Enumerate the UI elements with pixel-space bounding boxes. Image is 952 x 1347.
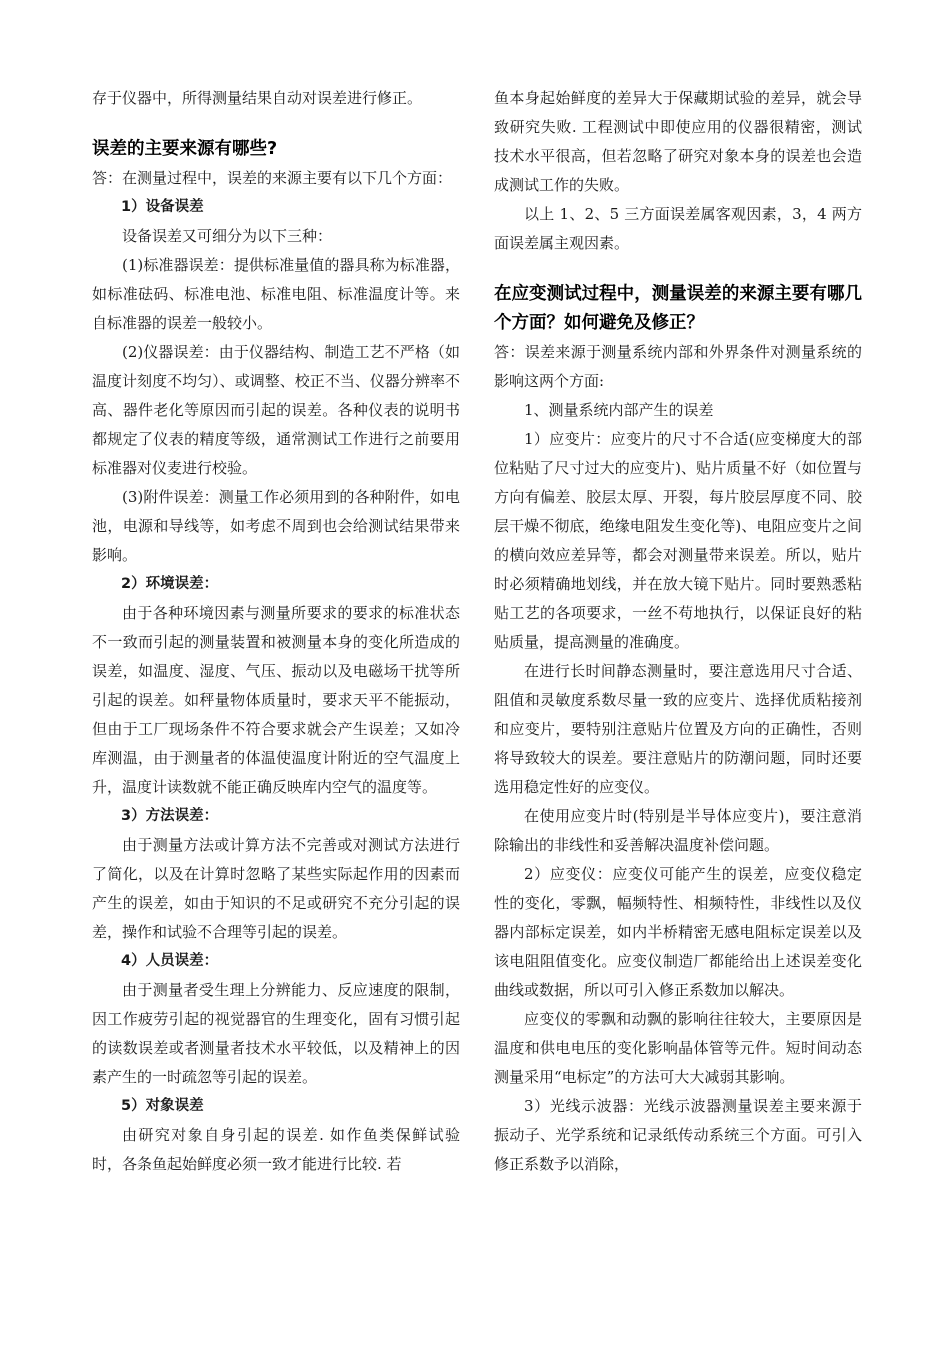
paragraph-continuation: 存于仪器中，所得测量结果自动对误差进行修正。	[92, 89, 423, 107]
heading-error-sources: 误差的主要来源有哪些?	[92, 139, 278, 159]
paragraph-person-error: 由于测量者受生理上分辨能力、反应速度的限制，因工作疲劳引起的视觉器官的生理变化，固有习惯引起的读数误差或者测量者技术水平较低，以及精神上的因素产生的一时疏忽等引起的误差。	[92, 981, 460, 1086]
paragraph-internal-errors: 1、测量系统内部产生的误差	[524, 401, 714, 419]
paragraph-drift: 应变仪的零飘和动飘的影响往往较大，主要原因是温度和供电电压的变化影响晶体管等元件。短时间动态测量采用“电标定”的方法可大大减弱其影响。	[494, 1010, 862, 1086]
subheading-device-error: 1）设备误差	[121, 199, 204, 215]
paragraph-answer-right: 答：误差来源于测量系统内部和外界条件对测量系统的影响这两个方面:	[494, 343, 862, 390]
left-column	[92, 84, 460, 1179]
paragraph-static-measurement: 在进行长时间静态测量时，要注意选用尺寸合适、阻值和灵敏度系数尽量一致的应变片、选择优质粘接剂和应变片，要特别注意贴片位置及方向的正确性，否则将导致较大的误差。要注意贴片的防潮问题，同时还要选用稳定性好的应变仪。	[494, 662, 862, 796]
paragraph-device-intro: 设备误差又可细分为以下三种：	[122, 227, 333, 245]
paragraph-object-error: 由研究对象自身引起的误差. 如作鱼类保鲜试验时，各条鱼起始鲜度必须一致才能进行比较. 若	[92, 1126, 460, 1173]
paragraph-continuation-right: 鱼本身起始鲜度的差异大于保藏期试验的差异，就会导致研究失败. 工程测试中即使应用的仪器很精密，测试技术水平很高，但若忽略了研究对象本身的误差也会造成测试工作的失败。	[494, 89, 862, 194]
right-column	[494, 84, 862, 1179]
subheading-environment-error: 2）环境误差：	[121, 576, 219, 592]
paragraph-oscilloscope: 3）光线示波器：光线示波器测量误差主要来源于振动子、光学系统和记录纸传动系统三个方面。可引入修正系数予以消除，	[494, 1097, 862, 1173]
subheading-person-error: 4）人员误差：	[121, 953, 219, 969]
paragraph-accessory-error: (3)附件误差：测量工作必须用到的各种附件，如电池，电源和导线等，如考虑不周到也会给测试结果带来影响。	[92, 488, 460, 564]
paragraph-instrument-error: (2)仪器误差：由于仪器结构、制造工艺不严格（如温度计刻度不均匀）、或调整、校正不当、仪器分辨率不高、器件老化等原因而引起的误差。各种仪表的说明书都规定了仪表的精度等级，通常测试工作进行之前要用标准器对仪麦进行校验。	[92, 343, 460, 477]
paragraph-method-error: 由于测量方法或计算方法不完善或对测试方法进行了简化，以及在计算时忽略了某些实际起作用的因素而产生的误差，如由于知识的不足或研究不充分引起的误差，操作和试验不合理等引起的误差。	[92, 836, 460, 941]
subheading-object-error: 5）对象误差	[121, 1098, 204, 1114]
paragraph-environment-error: 由于各种环境因素与测量所要求的要求的标准状态不一致而引起的测量装置和被测量本身的变化所造成的误差，如温度、湿度、气压、振动以及电磁场干扰等所引起的误差。如秤量物体质量时，要求天平不能振动，但由于工厂现场条件不符合要求就会产生误差；又如冷库测温，由于测量者的体温使温度计附近的空气温度上升，温度计读数就不能正确反映库内空气的温度等。	[92, 604, 460, 796]
paragraph-summary: 以上 1、2、5 三方面误差属客观因素，3，4 两方面误差属主观因素。	[494, 205, 862, 252]
paragraph-strain-meter: 2）应变仪：应变仪可能产生的误差，应变仪稳定性的变化，零飘，幅频特性、相频特性，非线性以及仪器内部标定误差，如内半桥精密无感电阻标定误差以及该电阻阻值变化。应变仪制造厂都能给出上述误差变化曲线或数据，所以可引入修正系数加以解决。	[494, 865, 862, 999]
heading-strain-test-errors: 在应变测试过程中，测量误差的来源主要有哪几个方面？如何避免及修正？	[494, 284, 862, 333]
paragraph-strain-gauge: 1）应变片：应变片的尺寸不合适(应变梯度大的部位粘贴了尺寸过大的应变片)、贴片质量不好（如位置与方向有偏差、胶层太厚、开裂，每片胶层厚度不同、胶层干燥不彻底，绝缘电阻发生变化等)、电阻应变片之间的横向效应差异等，都会对测量带来误差。所以，贴片时必须精确地划线，并在放大镜下贴片。同时要熟悉粘贴工艺的各项要求，一丝不苟地执行，以保证良好的粘贴质量，提高测量的准确度。	[494, 430, 862, 651]
paragraph-semiconductor-gauge: 在使用应变片时(特别是半导体应变片)，要注意消除输出的非线性和妥善解决温度补偿问题。	[494, 807, 862, 854]
subheading-method-error: 3）方法误差：	[121, 808, 219, 824]
paragraph-standard-error: (1)标准器误差：提供标准量值的器具称为标准器，如标准砝码、标准电池、标准电阻、标准温度计等。来自标准器的误差一般较小。	[92, 256, 460, 332]
paragraph-answer: 答：在测量过程中，误差的来源主要有以下几个方面：	[92, 169, 453, 187]
